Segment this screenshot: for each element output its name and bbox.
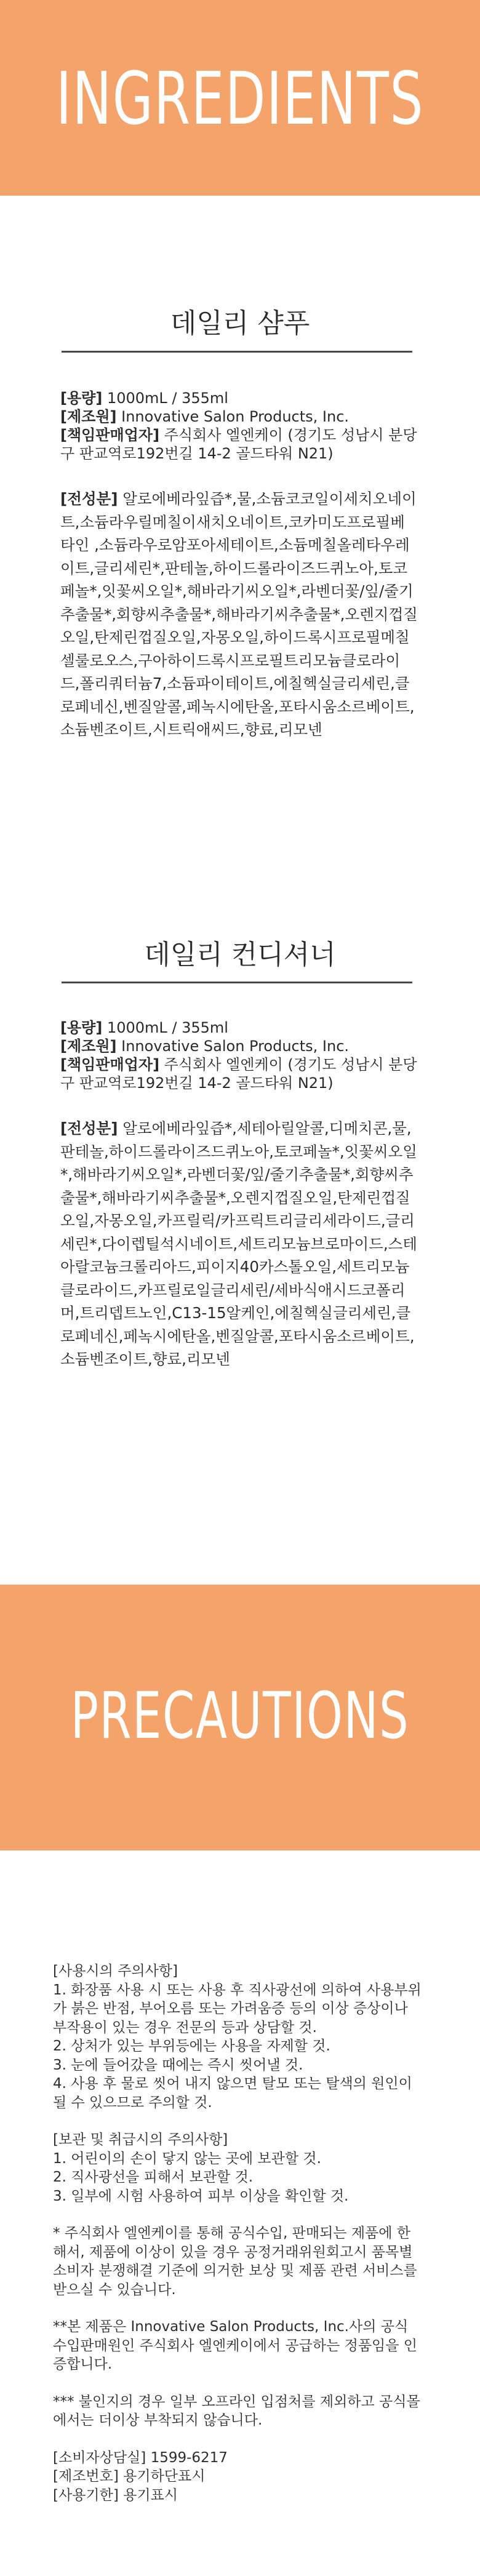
sticker-notice: *** 불인지의 경우 일부 오프라인 입점처를 제외하고 공식몰에서는 더이상 부착되지 않습니다. [53, 2393, 420, 2428]
precautions-content [53, 1962, 422, 2505]
shampoo-manufacturer: [제조원] Innovative Salon Products, Inc. [60, 408, 350, 425]
conditioner-ingredients-label: [전성분] [60, 1119, 118, 1137]
shampoo-title-divider [62, 351, 412, 353]
conditioner-title: 데일리 컨디셔너 [144, 939, 336, 970]
storage-precaution-item: 2. 직사광선을 피해서 보관할 것. [53, 2169, 254, 2185]
genuine-product-notice: **본 제품은 Innovative Salon Products, Inc.사의 공식 수입판매원인 주식회사 엘엔케이에서 공급하는 정품임을 인증합니다. [53, 2319, 418, 2372]
consumer-center: [소비자상담실] 1599-6217 [53, 2449, 228, 2466]
use-precaution-item: 2. 상처가 있는 부위등에는 사용을 자제할 것. [53, 2038, 330, 2054]
shampoo-ingredients [60, 487, 418, 742]
shampoo-distributor: [책임판매업자] 주식회사 엘엔케이 (경기도 성남시 분당구 판교역로192번길 14-2 골드타워 N21) [60, 426, 417, 462]
official-import-notice: * 주식회사 엘엔케이를 통해 공식수입, 판매되는 제품에 한해서, 제품에 이상이 있을 경우 공정거래위원회고시 품목별 소비자 분쟁해결 기준에 의거한 보상 및 제품 관련 서비스를 받으실 수 있습니다. [53, 2225, 417, 2298]
conditioner-manufacturer: [제조원] Innovative Salon Products, Inc. [60, 1038, 350, 1055]
ingredients-banner-title: INGREDIENTS [55, 56, 425, 141]
conditioner-ingredients-text: 알로에베라잎즙*,세테아릴알콜,디메치콘,물,판테놀,하이드롤라이즈드퀴노아,토코페놀*,잇꽃씨오일*,해바라기씨오일*,라벤더꽃/잎/줄기추출물*,회향씨추출물*,해바라기씨추출물*,오렌지껍질오일,탄제린껍질오일,자몽오일,카프릴릭/카프릭트리글리세라이드,글리세린*,다이렙틸석시네이트,세트리모늄브로마이드,스테아랄코늄크롤리아드,피이지40카스톨오일,세트리모늄클로라이드,카프릴로일글리세린/세바식애시드코폴리머,트리뎁트노인,C13-15알케인,에칠헥실글리세린,클로페네신,페녹시에탄올,벤질알콜,포타시움소르베이트,소듐벤조이트,향료,리모넨 [60, 1119, 417, 1368]
precautions-banner [0, 1585, 480, 1850]
shampoo-product-info [60, 389, 418, 463]
ingredients-banner [0, 0, 480, 196]
expiry-info: [사용기한] 용기표시 [53, 2487, 178, 2503]
use-precaution-item: 4. 사용 후 물로 씻어 내지 않으면 탈모 또는 탈색의 원인이 될 수 있으므로 주의할 것. [53, 2076, 412, 2111]
shampoo-ingredients-text: 알로에베라잎즙*,물,소듐코코일이세치오네이트,소듐라우릴메칠이새치오네이트,코카미도프로필베타인 ,소듐라우로암포아세테이트,소듐메칠올레타우레이트,글리세린*,판테놀,하이드롤라이즈드퀴노아,토코페놀*,잇꽃씨오일*,해바라기씨오일*,라벤더꽃/잎/줄기추출물*,회향씨추출물*,해바라기씨추출물*,오렌지껍질오일,탄제린껍질오일,자몽오일,하이드록시프로필메칠셀룰로오스,구아하이드록시프로필트리모늄클로라이드,폴리쿼터늄7,소듐파이테이트,에칠헥실글리세린,클로페네신,벤질알콜,페녹시에탄올,포타시움소르베이트,소듐벤조이트,시트릭애씨드,향료,리모넨 [60, 490, 418, 738]
conditioner-title-divider [62, 982, 412, 983]
precautions-banner-title: PRECAUTIONS [70, 1678, 410, 1753]
lot-number-info: [제조번호] 용기하단표시 [53, 2468, 206, 2484]
storage-precaution-item: 1. 어린이의 손이 닿지 않는 곳에 보관할 것. [53, 2150, 321, 2167]
storage-precautions-title: [보관 및 취급시의 주의사항] [53, 2132, 228, 2148]
conditioner-product-info [60, 1018, 418, 1092]
use-precautions-title: [사용시의 주의사항] [53, 1963, 178, 1979]
storage-precaution-item: 3. 일부에 시험 사용하여 피부 이상을 확인할 것. [53, 2188, 349, 2204]
conditioner-volume: [용량] 1000mL / 355ml [60, 1019, 228, 1036]
shampoo-title: 데일리 샴푸 [170, 308, 310, 339]
conditioner-ingredients [60, 1117, 418, 1371]
use-precaution-item: 3. 눈에 들어갔을 때에는 즉시 씻어낼 것. [53, 2057, 303, 2073]
shampoo-volume: [용량] 1000mL / 355ml [60, 390, 228, 407]
shampoo-ingredients-label: [전성분] [60, 490, 118, 508]
conditioner-distributor: [책임판매업자] 주식회사 엘엔케이 (경기도 성남시 분당구 판교역로192번길 14-2 골드타워 N21) [60, 1056, 417, 1092]
use-precaution-item: 1. 화장품 사용 시 또는 사용 후 직사광선에 의하여 사용부위가 붉은 반점, 부어오름 또는 가려움증 등의 이상 증상이나 부작용이 있는 경우 전문의 등과 상담할 것. [53, 1982, 422, 2036]
